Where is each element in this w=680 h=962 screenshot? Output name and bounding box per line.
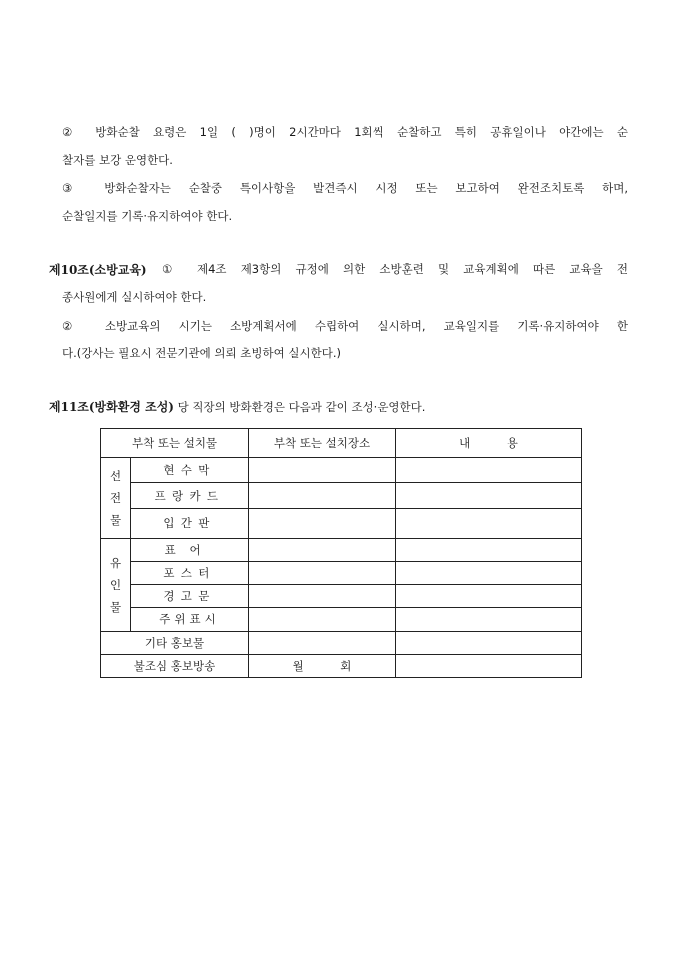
item-cell: 포스터 [131,562,249,585]
art11-heading [49,398,425,415]
table-row [101,562,582,585]
table-row [101,538,582,561]
fire-environment-table [100,428,582,678]
place-cell [249,483,396,508]
content-cell [396,608,582,631]
header-place: 부착 또는 설치장소 [249,429,396,458]
content-cell [396,458,582,483]
content-cell [396,585,582,608]
group2-char: 인 [109,577,122,592]
art9-p2-line2: 찰자를 보강 운영한다. [62,153,173,167]
item-cell: 현수막 [131,458,249,483]
content-cell [396,508,582,538]
place-cell [249,562,396,585]
art9-p3-line2: 순찰일지를 기록·유지하여야 한다. [62,209,233,223]
art11-text: 당 직장의 방화환경은 다음과 같이 조성·운영한다. [177,400,426,414]
place-cell [249,458,396,483]
art9-p2-line1: ② 방화순찰 요령은 1일 ( )명이 2시간마다 1회씩 순찰하고 특히 공휴일이나 야간에는 순 [62,125,628,139]
item-cell: 프랑카드 [131,483,249,508]
other-promo-label: 기타 홍보물 [101,631,249,654]
table-row [101,585,582,608]
group1-char: 선 [109,469,122,484]
content-cell [396,538,582,561]
place-cell [249,508,396,538]
group2-char: 물 [109,599,122,614]
table-row [101,608,582,631]
place-cell [249,631,396,654]
item-cell: 주위표시 [131,608,249,631]
table-row [101,458,582,483]
header-item: 부착 또는 설치물 [101,429,249,458]
content-cell [396,483,582,508]
group-label-seonjeon [101,458,131,539]
table-header-row [101,429,582,458]
table-row [101,631,582,654]
item-cell: 입간판 [131,508,249,538]
art10-line1 [49,261,628,278]
content-cell [396,631,582,654]
item-cell: 경고문 [131,585,249,608]
table-row [101,654,582,677]
place-cell [249,538,396,561]
art10-line3: ② 소방교육의 시기는 소방계획서에 수립하여 실시하며, 교육일지를 기록·유지하여야 한 [62,319,628,333]
group1-char: 물 [109,513,122,528]
place-cell [249,585,396,608]
art11-title: 제11조(방화환경 조성) [49,400,174,414]
content-cell [396,654,582,677]
group2-char: 유 [109,555,122,570]
group-label-yuin [101,538,131,631]
place-cell [249,608,396,631]
header-content: 내 용 [396,429,582,458]
art9-p3-line1: ③ 방화순찰자는 순찰중 특이사항을 발견즉시 시정 또는 보고하여 완전조치토록 하며, [62,181,628,195]
broadcast-frequency: 월 회 [249,654,396,677]
content-cell [396,562,582,585]
art10-line2: 종사원에게 실시하여야 한다. [62,290,207,304]
item-cell: 표어 [131,538,249,561]
group1-char: 전 [109,491,122,506]
art10-line4: 다.(강사는 필요시 전문기관에 의뢰 초빙하여 실시한다.) [62,346,341,360]
art10-text1: ① 제4조 제3항의 규정에 의한 소방훈련 및 교육계획에 따른 교육을 전 [162,262,628,276]
table-row [101,483,582,508]
broadcast-label: 불조심 홍보방송 [101,654,249,677]
table-row [101,508,582,538]
art10-title: 제10조(소방교육) [49,263,147,277]
